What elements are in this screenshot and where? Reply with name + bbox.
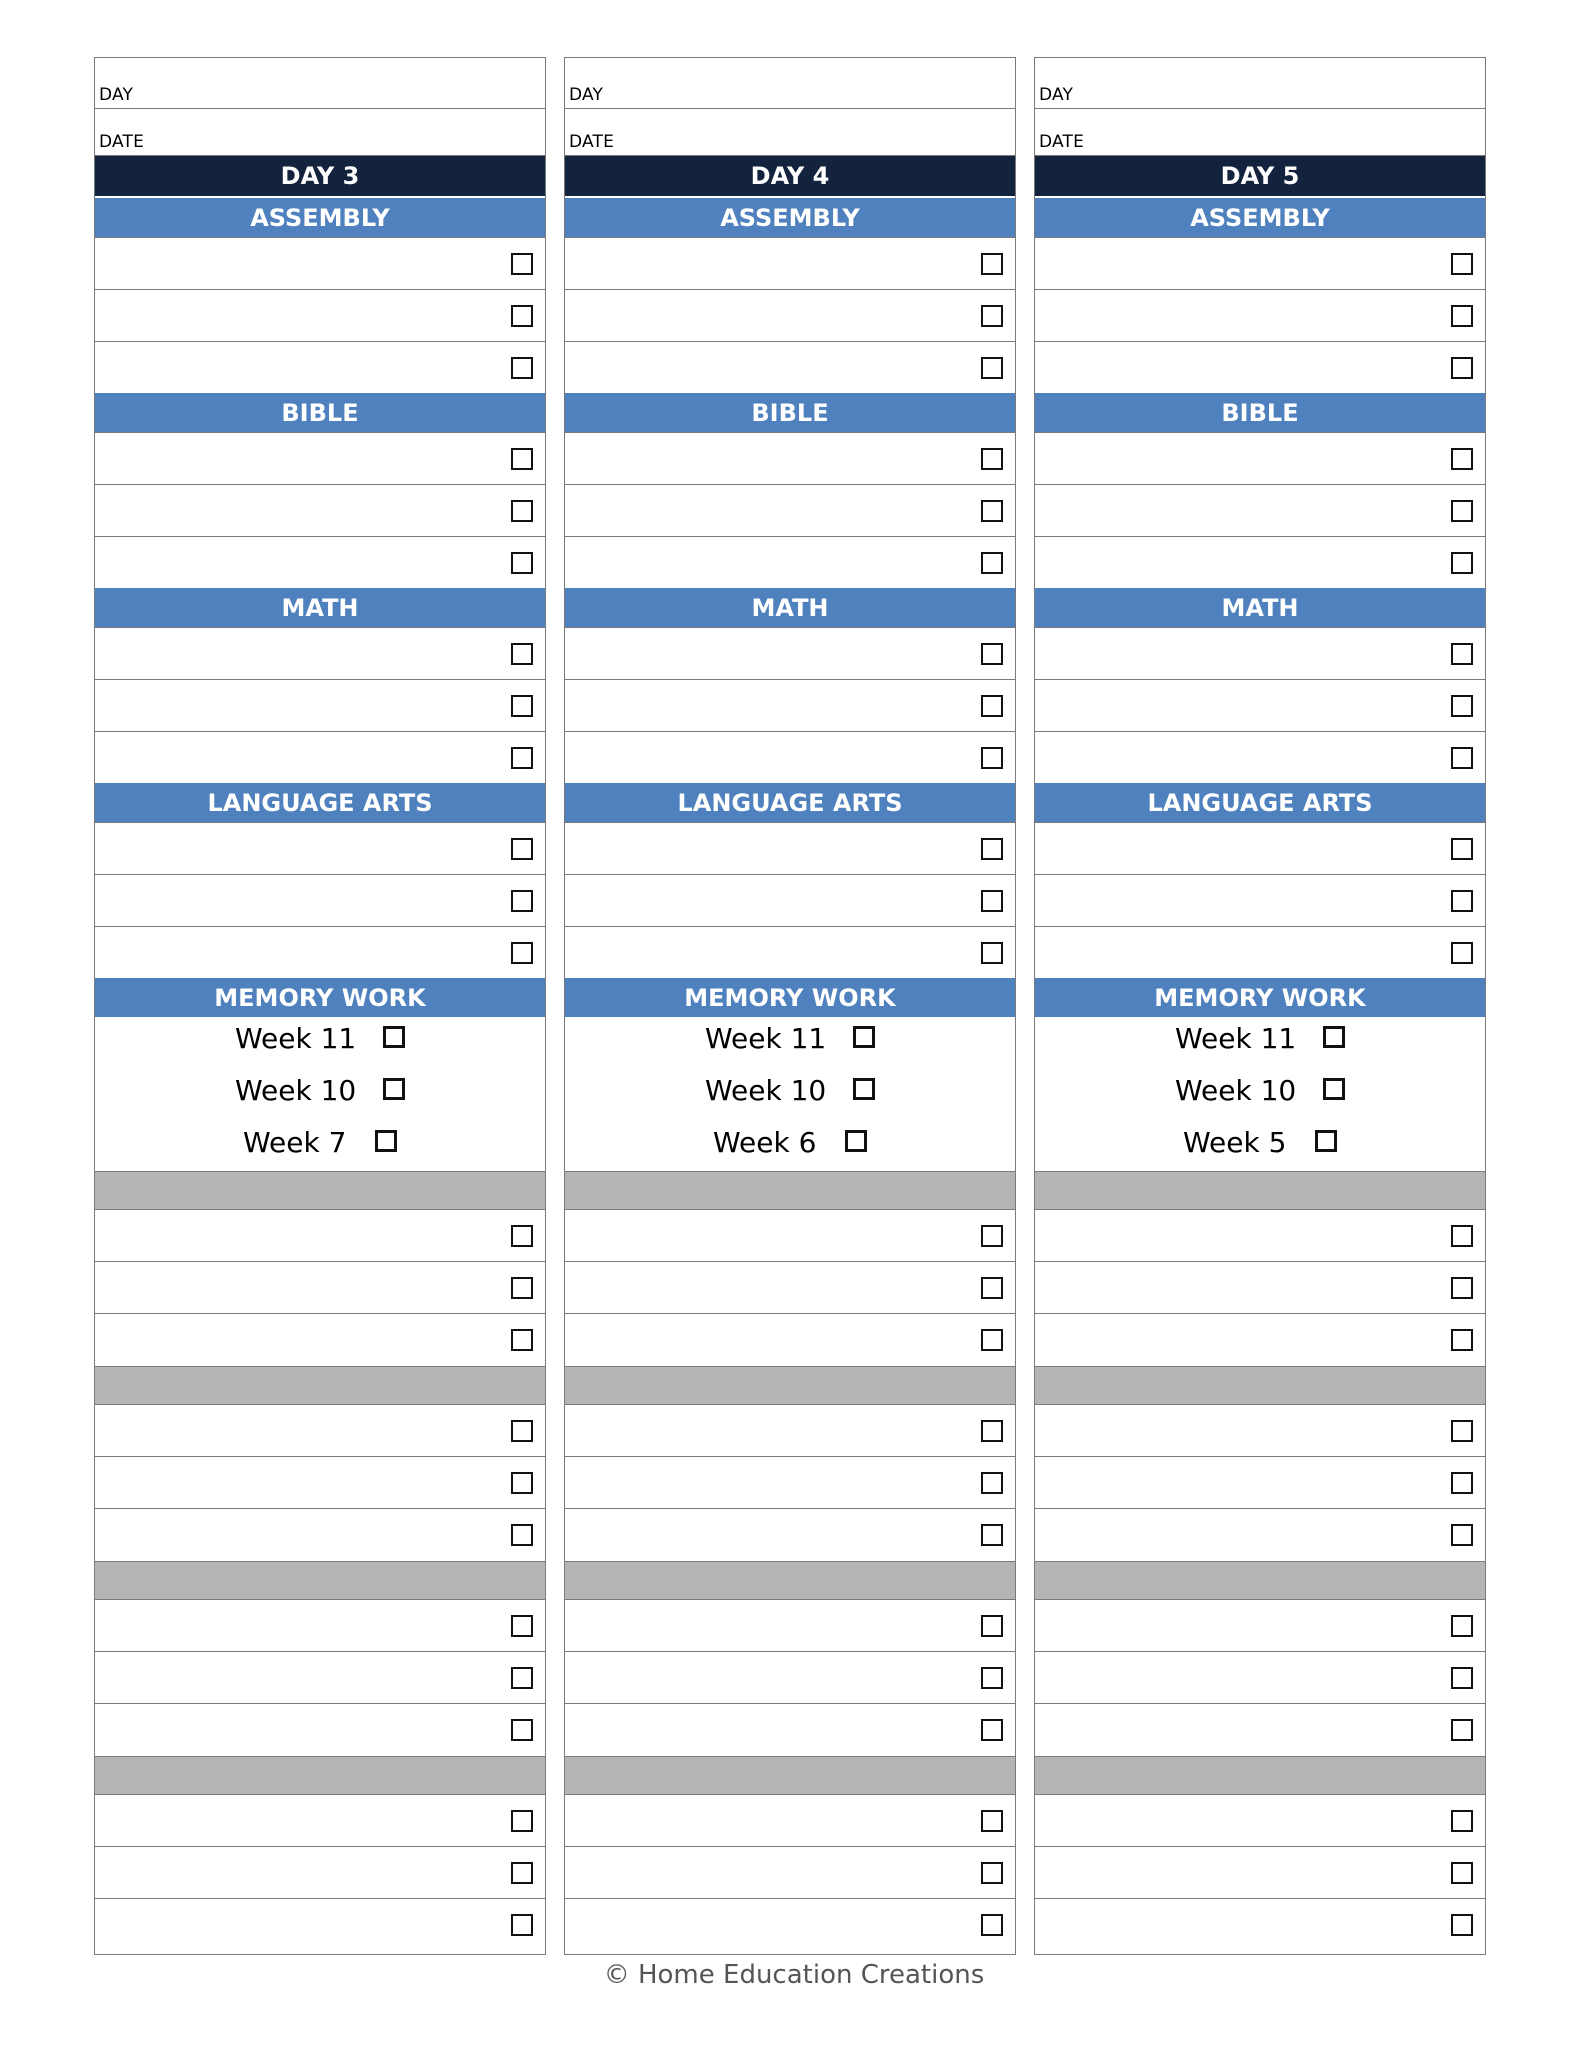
memory-work-list xyxy=(1035,1017,1485,1171)
checkbox[interactable] xyxy=(1451,552,1473,574)
blank-section-1-task-row[interactable] xyxy=(95,1261,545,1313)
blank-section-4-task-row[interactable] xyxy=(1035,1898,1485,1950)
blank-section-4-task-row[interactable] xyxy=(565,1794,1015,1846)
checkbox[interactable] xyxy=(1451,942,1473,964)
checkbox[interactable] xyxy=(1451,500,1473,522)
checkbox[interactable] xyxy=(511,1862,533,1884)
section-4-task-row[interactable] xyxy=(565,874,1015,926)
checkbox[interactable] xyxy=(853,1026,875,1048)
memory-week-item[interactable] xyxy=(565,1017,1015,1057)
memory-week-item[interactable] xyxy=(95,1017,545,1057)
checkbox[interactable] xyxy=(511,500,533,522)
section-header: LANGUAGE ARTS xyxy=(565,783,1015,822)
blank-section-header[interactable] xyxy=(1035,1561,1485,1599)
section-4-task-row[interactable] xyxy=(1035,822,1485,874)
checkbox[interactable] xyxy=(1451,1810,1473,1832)
memory-week-label: Week 11 xyxy=(705,1022,827,1055)
section-2-task-row[interactable] xyxy=(1035,536,1485,588)
blank-section-2-task-row[interactable] xyxy=(1035,1456,1485,1508)
checkbox[interactable] xyxy=(981,305,1003,327)
checkbox[interactable] xyxy=(1451,1914,1473,1936)
blank-section-3-task-row[interactable] xyxy=(565,1599,1015,1651)
checkbox[interactable] xyxy=(981,1615,1003,1637)
checkbox[interactable] xyxy=(981,1719,1003,1741)
memory-work-header: MEMORY WORK xyxy=(565,978,1015,1017)
checkbox[interactable] xyxy=(981,838,1003,860)
checkbox[interactable] xyxy=(1451,747,1473,769)
day-label: DAY xyxy=(99,85,134,105)
checkbox[interactable] xyxy=(981,1472,1003,1494)
date-label: DATE xyxy=(99,132,145,152)
section-3-task-row[interactable] xyxy=(1035,627,1485,679)
checkbox[interactable] xyxy=(981,643,1003,665)
section-1-task-row[interactable] xyxy=(95,341,545,393)
section-header: MATH xyxy=(95,588,545,627)
day-field[interactable] xyxy=(565,58,1015,108)
checkbox[interactable] xyxy=(981,1225,1003,1247)
checkbox[interactable] xyxy=(1315,1130,1337,1152)
checkbox[interactable] xyxy=(981,1914,1003,1936)
section-1-task-row[interactable] xyxy=(95,237,545,289)
day-header: DAY 5 xyxy=(1035,155,1485,196)
memory-week-label: Week 10 xyxy=(705,1074,827,1107)
checkbox[interactable] xyxy=(981,942,1003,964)
checkbox[interactable] xyxy=(511,1472,533,1494)
checkbox[interactable] xyxy=(845,1130,867,1152)
day-header: DAY 4 xyxy=(565,155,1015,196)
checkbox[interactable] xyxy=(981,1329,1003,1351)
section-header: LANGUAGE ARTS xyxy=(95,783,545,822)
blank-section-2-task-row[interactable] xyxy=(95,1508,545,1560)
section-3-task-row[interactable] xyxy=(1035,731,1485,783)
section-2-task-row[interactable] xyxy=(565,484,1015,536)
section-1-task-row[interactable] xyxy=(95,289,545,341)
checkbox[interactable] xyxy=(981,253,1003,275)
section-2-task-row[interactable] xyxy=(1035,432,1485,484)
section-3-task-row[interactable] xyxy=(565,731,1015,783)
blank-section-header[interactable] xyxy=(565,1366,1015,1404)
checkbox[interactable] xyxy=(981,695,1003,717)
section-1-task-row[interactable] xyxy=(1035,237,1485,289)
section-4-task-row[interactable] xyxy=(1035,926,1485,978)
blank-section-4-task-row[interactable] xyxy=(565,1898,1015,1950)
blank-section-header[interactable] xyxy=(95,1756,545,1794)
memory-week-label: Week 7 xyxy=(243,1126,347,1159)
checkbox[interactable] xyxy=(511,1420,533,1442)
memory-week-label: Week 10 xyxy=(235,1074,357,1107)
checkbox[interactable] xyxy=(511,695,533,717)
blank-section-1-task-row[interactable] xyxy=(95,1313,545,1365)
checkbox[interactable] xyxy=(511,1277,533,1299)
memory-week-label: Week 6 xyxy=(713,1126,817,1159)
day-label: DAY xyxy=(569,85,604,105)
section-2-task-row[interactable] xyxy=(95,536,545,588)
date-label: DATE xyxy=(1039,132,1085,152)
day-column-2 xyxy=(564,57,1016,1955)
memory-work-list xyxy=(565,1017,1015,1171)
section-header: MATH xyxy=(1035,588,1485,627)
blank-section-2-task-row[interactable] xyxy=(95,1404,545,1456)
checkbox[interactable] xyxy=(981,890,1003,912)
memory-week-item[interactable] xyxy=(1035,1069,1485,1109)
day-column-1 xyxy=(94,57,546,1955)
checkbox[interactable] xyxy=(511,552,533,574)
section-2-task-row[interactable] xyxy=(565,432,1015,484)
blank-section-2-task-row[interactable] xyxy=(1035,1404,1485,1456)
blank-section-1-task-row[interactable] xyxy=(565,1209,1015,1261)
copyright-footer: © Home Education Creations xyxy=(603,1960,985,1990)
memory-week-label: Week 10 xyxy=(1175,1074,1297,1107)
memory-work-header: MEMORY WORK xyxy=(95,978,545,1017)
checkbox[interactable] xyxy=(1451,1277,1473,1299)
checkbox[interactable] xyxy=(511,1719,533,1741)
section-header: ASSEMBLY xyxy=(95,198,545,237)
section-4-task-row[interactable] xyxy=(95,874,545,926)
checkbox[interactable] xyxy=(1451,357,1473,379)
blank-section-2-task-row[interactable] xyxy=(565,1456,1015,1508)
section-3-task-row[interactable] xyxy=(565,679,1015,731)
checkbox[interactable] xyxy=(511,253,533,275)
section-1-task-row[interactable] xyxy=(1035,341,1485,393)
memory-week-label: Week 5 xyxy=(1183,1126,1287,1159)
memory-week-label: Week 11 xyxy=(1175,1022,1297,1055)
blank-section-3-task-row[interactable] xyxy=(1035,1651,1485,1703)
section-header: ASSEMBLY xyxy=(1035,198,1485,237)
section-1-task-row[interactable] xyxy=(565,289,1015,341)
checkbox[interactable] xyxy=(1323,1078,1345,1100)
section-4-task-row[interactable] xyxy=(565,822,1015,874)
checkbox[interactable] xyxy=(981,1667,1003,1689)
section-3-task-row[interactable] xyxy=(1035,679,1485,731)
checkbox[interactable] xyxy=(1451,695,1473,717)
checkbox[interactable] xyxy=(511,838,533,860)
checkbox[interactable] xyxy=(981,357,1003,379)
section-header: BIBLE xyxy=(95,393,545,432)
section-2-task-row[interactable] xyxy=(95,484,545,536)
checkbox[interactable] xyxy=(981,747,1003,769)
blank-section-1-task-row[interactable] xyxy=(1035,1209,1485,1261)
blank-section-3-task-row[interactable] xyxy=(95,1651,545,1703)
checkbox[interactable] xyxy=(981,1524,1003,1546)
checkbox[interactable] xyxy=(511,1225,533,1247)
blank-section-3-task-row[interactable] xyxy=(1035,1703,1485,1755)
section-3-task-row[interactable] xyxy=(95,731,545,783)
blank-section-header[interactable] xyxy=(95,1366,545,1404)
checkbox[interactable] xyxy=(1323,1026,1345,1048)
checkbox[interactable] xyxy=(981,1810,1003,1832)
blank-section-header[interactable] xyxy=(565,1561,1015,1599)
checkbox[interactable] xyxy=(383,1078,405,1100)
blank-section-4-task-row[interactable] xyxy=(95,1898,545,1950)
checkbox[interactable] xyxy=(511,890,533,912)
blank-section-3-task-row[interactable] xyxy=(565,1651,1015,1703)
blank-section-1-task-row[interactable] xyxy=(95,1209,545,1261)
blank-section-4-task-row[interactable] xyxy=(565,1846,1015,1898)
checkbox[interactable] xyxy=(511,357,533,379)
checkbox[interactable] xyxy=(383,1026,405,1048)
checkbox[interactable] xyxy=(375,1130,397,1152)
blank-section-1-task-row[interactable] xyxy=(1035,1313,1485,1365)
date-field[interactable] xyxy=(95,108,545,155)
section-4-task-row[interactable] xyxy=(95,822,545,874)
checkbox[interactable] xyxy=(1451,253,1473,275)
memory-week-item[interactable] xyxy=(1035,1017,1485,1057)
date-field[interactable] xyxy=(565,108,1015,155)
blank-section-1-task-row[interactable] xyxy=(565,1313,1015,1365)
checkbox[interactable] xyxy=(511,305,533,327)
checkbox[interactable] xyxy=(511,1615,533,1637)
section-2-task-row[interactable] xyxy=(565,536,1015,588)
blank-section-header[interactable] xyxy=(1035,1756,1485,1794)
blank-section-2-task-row[interactable] xyxy=(565,1508,1015,1560)
blank-section-1-task-row[interactable] xyxy=(565,1261,1015,1313)
blank-section-3-task-row[interactable] xyxy=(565,1703,1015,1755)
section-header: MATH xyxy=(565,588,1015,627)
date-label: DATE xyxy=(569,132,615,152)
memory-week-item[interactable] xyxy=(565,1121,1015,1161)
blank-section-header[interactable] xyxy=(1035,1171,1485,1209)
day-label: DAY xyxy=(1039,85,1074,105)
checkbox[interactable] xyxy=(981,448,1003,470)
memory-week-item[interactable] xyxy=(565,1069,1015,1109)
blank-section-4-task-row[interactable] xyxy=(1035,1846,1485,1898)
day-column-3 xyxy=(1034,57,1486,1955)
blank-section-1-task-row[interactable] xyxy=(1035,1261,1485,1313)
memory-work-header: MEMORY WORK xyxy=(1035,978,1485,1017)
blank-section-2-task-row[interactable] xyxy=(1035,1508,1485,1560)
checkbox[interactable] xyxy=(511,1810,533,1832)
checkbox[interactable] xyxy=(981,500,1003,522)
blank-section-2-task-row[interactable] xyxy=(95,1456,545,1508)
day-field[interactable] xyxy=(1035,58,1485,108)
section-2-task-row[interactable] xyxy=(1035,484,1485,536)
checkbox[interactable] xyxy=(1451,1862,1473,1884)
section-3-task-row[interactable] xyxy=(95,627,545,679)
checkbox[interactable] xyxy=(511,942,533,964)
checkbox[interactable] xyxy=(1451,305,1473,327)
section-2-task-row[interactable] xyxy=(95,432,545,484)
checkbox[interactable] xyxy=(1451,1667,1473,1689)
blank-section-3-task-row[interactable] xyxy=(95,1703,545,1755)
blank-section-4-task-row[interactable] xyxy=(95,1794,545,1846)
section-1-task-row[interactable] xyxy=(565,341,1015,393)
blank-section-header[interactable] xyxy=(1035,1366,1485,1404)
checkbox[interactable] xyxy=(511,747,533,769)
checkbox[interactable] xyxy=(511,1329,533,1351)
section-3-task-row[interactable] xyxy=(95,679,545,731)
blank-section-3-task-row[interactable] xyxy=(95,1599,545,1651)
checkbox[interactable] xyxy=(853,1078,875,1100)
checkbox[interactable] xyxy=(511,1667,533,1689)
checkbox[interactable] xyxy=(1451,890,1473,912)
blank-section-header[interactable] xyxy=(95,1561,545,1599)
checkbox[interactable] xyxy=(981,1420,1003,1442)
checkbox[interactable] xyxy=(1451,1719,1473,1741)
checkbox[interactable] xyxy=(1451,1524,1473,1546)
checkbox[interactable] xyxy=(1451,643,1473,665)
memory-week-item[interactable] xyxy=(95,1121,545,1161)
blank-section-4-task-row[interactable] xyxy=(1035,1794,1485,1846)
section-1-task-row[interactable] xyxy=(565,237,1015,289)
checkbox[interactable] xyxy=(981,1862,1003,1884)
section-4-task-row[interactable] xyxy=(565,926,1015,978)
blank-section-4-task-row[interactable] xyxy=(95,1846,545,1898)
checkbox[interactable] xyxy=(511,643,533,665)
checkbox[interactable] xyxy=(981,552,1003,574)
checkbox[interactable] xyxy=(511,1524,533,1546)
checkbox[interactable] xyxy=(1451,1420,1473,1442)
section-4-task-row[interactable] xyxy=(1035,874,1485,926)
checkbox[interactable] xyxy=(511,1914,533,1936)
date-field[interactable] xyxy=(1035,108,1485,155)
section-header: ASSEMBLY xyxy=(565,198,1015,237)
section-header: LANGUAGE ARTS xyxy=(1035,783,1485,822)
day-header: DAY 3 xyxy=(95,155,545,196)
blank-section-header[interactable] xyxy=(565,1171,1015,1209)
checkbox[interactable] xyxy=(511,448,533,470)
checkbox[interactable] xyxy=(1451,1472,1473,1494)
checkbox[interactable] xyxy=(1451,838,1473,860)
day-field[interactable] xyxy=(95,58,545,108)
checkbox[interactable] xyxy=(981,1277,1003,1299)
memory-week-label: Week 11 xyxy=(235,1022,357,1055)
blank-section-3-task-row[interactable] xyxy=(1035,1599,1485,1651)
checkbox[interactable] xyxy=(1451,1615,1473,1637)
blank-section-header[interactable] xyxy=(565,1756,1015,1794)
memory-work-list xyxy=(95,1017,545,1171)
section-header: BIBLE xyxy=(1035,393,1485,432)
checkbox[interactable] xyxy=(1451,448,1473,470)
blank-section-2-task-row[interactable] xyxy=(565,1404,1015,1456)
section-1-task-row[interactable] xyxy=(1035,289,1485,341)
memory-week-item[interactable] xyxy=(95,1069,545,1109)
checkbox[interactable] xyxy=(1451,1225,1473,1247)
section-3-task-row[interactable] xyxy=(565,627,1015,679)
blank-section-header[interactable] xyxy=(95,1171,545,1209)
section-4-task-row[interactable] xyxy=(95,926,545,978)
section-header: BIBLE xyxy=(565,393,1015,432)
memory-week-item[interactable] xyxy=(1035,1121,1485,1161)
checkbox[interactable] xyxy=(1451,1329,1473,1351)
